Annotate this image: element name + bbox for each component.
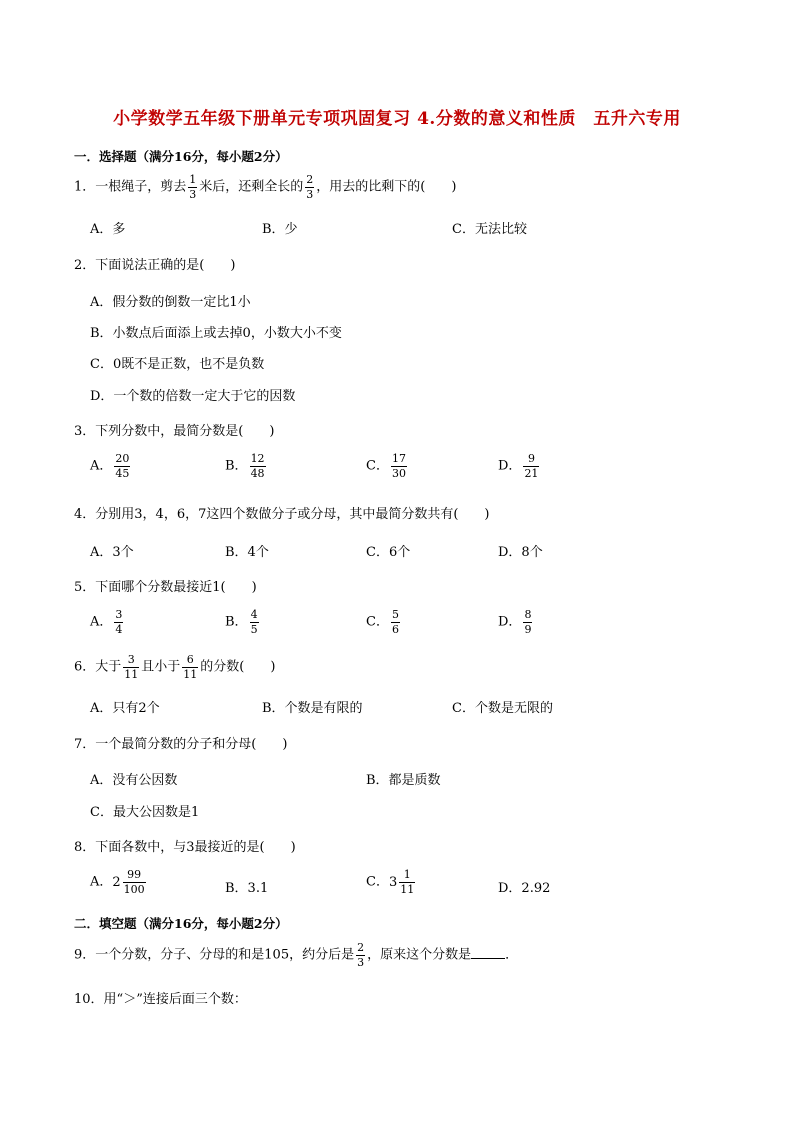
option-c: C．0既不是正数，也不是负数 (90, 357, 265, 372)
question-6 (74, 654, 275, 680)
question-4: 4．分别用3，4，6，7这四个数做分子或分母，其中最简分数共有( ) (74, 507, 490, 522)
fraction: $\frac{1}{3}$ (189, 173, 197, 201)
question-3: 3．下列分数中，最简分数是( ) (74, 424, 275, 439)
option-c: C．6个 (366, 545, 411, 560)
option-c: C． 3 $\frac{1}{11}$ (366, 868, 415, 896)
option-c: C． $\frac{17}{30}$ (366, 452, 406, 480)
option-a: A． $\frac{20}{45}$ (90, 452, 130, 480)
fraction: $\frac{4}{5}$ (250, 608, 258, 636)
option-b: B．个数是有限的 (262, 701, 363, 716)
fraction: $\frac{3}{4}$ (115, 608, 123, 636)
fraction: $\frac{99}{100}$ (123, 868, 145, 896)
option-b: B．小数点后面添上或去掉0，小数大小不变 (90, 326, 342, 341)
question-text: ，用去的比剩下的( ) (316, 179, 457, 195)
option-b: B．4个 (225, 545, 269, 560)
question-text: 9．一个分数，分子、分母的和是105，约分后是 (74, 947, 355, 963)
fraction: $\frac{2}{3}$ (357, 941, 365, 969)
question-text: 6．大于 (74, 659, 122, 675)
fraction: $\frac{12}{48}$ (250, 452, 265, 480)
option-d: D．8个 (498, 545, 543, 560)
section-heading-choice: 一．选择题（满分16分，每小题2分） (74, 149, 288, 164)
question-5: 5．下面哪个分数最接近1( ) (74, 580, 257, 595)
question-1 (74, 174, 456, 200)
question-text: ． (505, 947, 519, 963)
option-b: B．都是质数 (366, 773, 441, 788)
whole-number: 3 (388, 874, 398, 890)
question-text: 米后，还剩全长的 (199, 179, 304, 195)
question-text: 的分数( ) (200, 659, 276, 675)
question-text: ，原来这个分数是 (367, 947, 472, 963)
question-text: 1．一根绳子，剪去 (74, 179, 187, 195)
question-10: 10．用“＞”连接后面三个数： (74, 992, 247, 1007)
option-a: A．假分数的倒数一定比1小 (90, 295, 251, 310)
fraction: $\frac{1}{11}$ (400, 868, 415, 896)
option-a: A．多 (90, 222, 126, 237)
fraction: $\frac{2}{3}$ (306, 173, 314, 201)
option-a: A．3个 (90, 545, 134, 560)
option-c: C．个数是无限的 (452, 701, 553, 716)
fraction: $\frac{17}{30}$ (391, 452, 406, 480)
option-b: B． $\frac{4}{5}$ (225, 608, 258, 636)
option-b: B．少 (262, 222, 298, 237)
option-d: D．一个数的倍数一定大于它的因数 (90, 389, 296, 404)
answer-blank[interactable] (471, 946, 505, 959)
fraction: $\frac{20}{45}$ (115, 452, 130, 480)
option-b: B．3.1 (225, 881, 269, 896)
fraction: $\frac{6}{11}$ (183, 653, 198, 681)
question-8: 8．下面各数中，与3最接近的是( ) (74, 840, 296, 855)
option-a: A．只有2个 (90, 701, 160, 716)
option-a: A．没有公因数 (90, 773, 178, 788)
page-title: 小学数学五年级下册单元专项巩固复习 4.分数的意义和性质 五升六专用 (113, 109, 681, 129)
option-d: D．2.92 (498, 881, 551, 896)
question-7: 7．一个最简分数的分子和分母( ) (74, 737, 288, 752)
option-c: C．最大公因数是1 (90, 805, 200, 820)
whole-number: 2 (112, 874, 121, 890)
question-text: 且小于 (141, 659, 181, 675)
option-b: B． $\frac{12}{48}$ (225, 452, 265, 480)
fraction: $\frac{8}{9}$ (524, 608, 532, 636)
fraction: $\frac{9}{21}$ (524, 452, 539, 480)
option-d: D． $\frac{8}{9}$ (498, 608, 532, 636)
fraction: $\frac{5}{6}$ (391, 608, 399, 636)
option-c: C．无法比较 (452, 222, 527, 237)
section-heading-fill: 二．填空题（满分16分，每小题2分） (74, 916, 288, 931)
option-a: A． $\frac{3}{4}$ (90, 608, 123, 636)
question-9 (74, 942, 518, 968)
option-a: A． 2 $\frac{99}{100}$ (90, 868, 145, 896)
fraction: $\frac{3}{11}$ (124, 653, 139, 681)
question-2: 2．下面说法正确的是( ) (74, 258, 236, 273)
option-d: D． $\frac{9}{21}$ (498, 452, 539, 480)
option-c: C． $\frac{5}{6}$ (366, 608, 399, 636)
